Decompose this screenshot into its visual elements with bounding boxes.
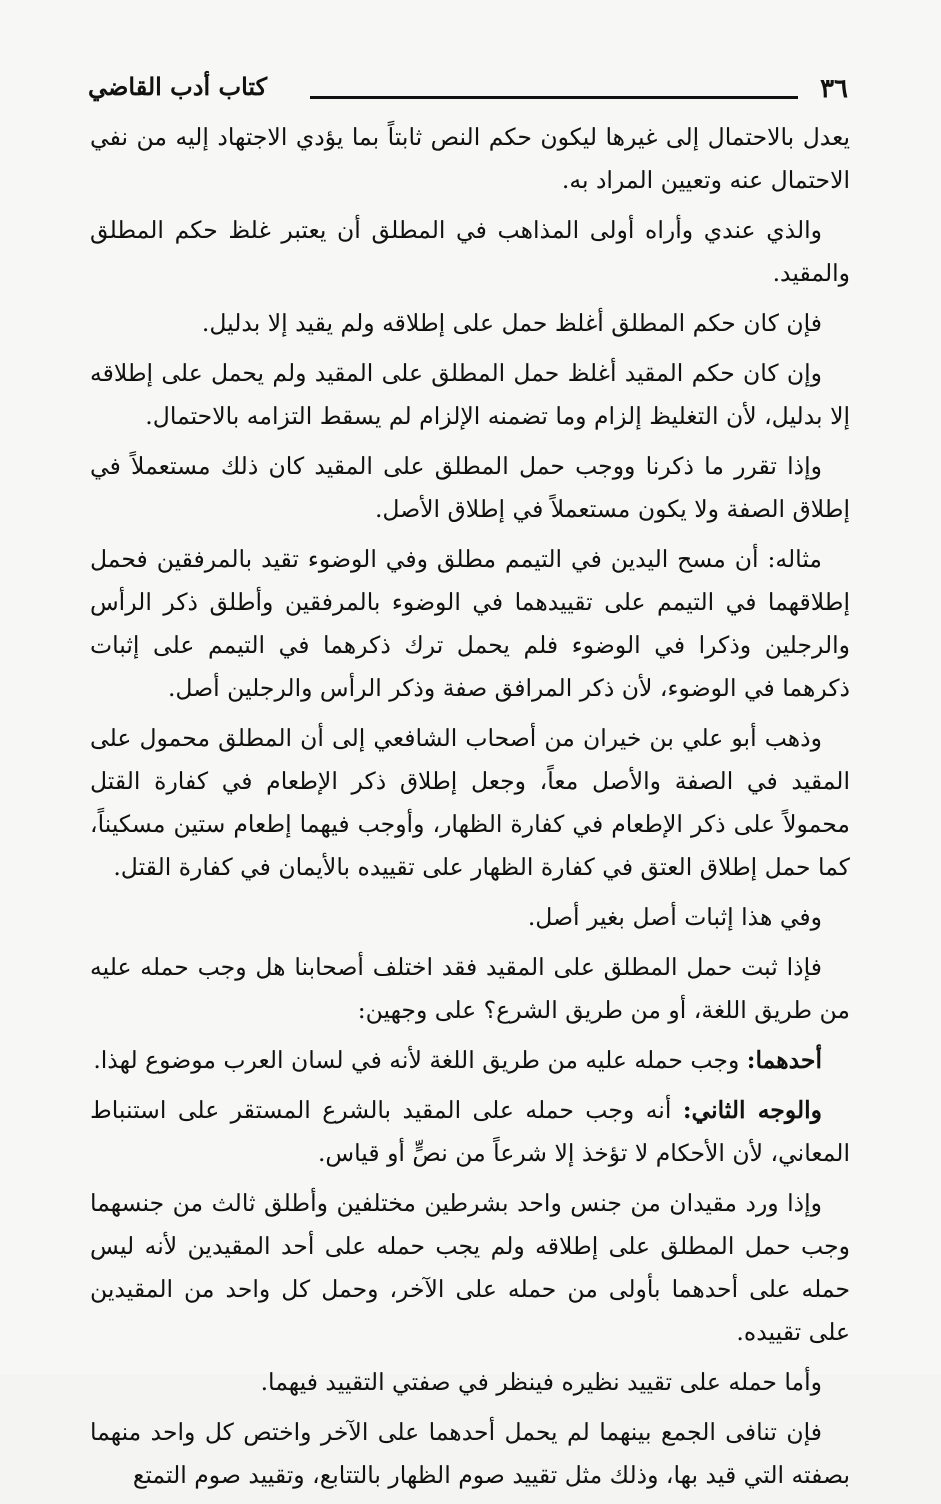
running-title: كتاب أدب القاضي — [88, 72, 268, 101]
paragraph: فإذا ثبت حمل المطلق على المقيد فقد اختلف أصحابنا هل وجب حمله عليه من طريق اللغة، أو من طريق الشرع؟ على وجهين: — [90, 953, 850, 1024]
paragraph-lead: والوجه الثاني: — [682, 1096, 823, 1124]
page-number: ٣٦ — [820, 74, 848, 104]
paragraph: وذهب أبو علي بن خيران من أصحاب الشافعي إلى أن المطلق محمول على المقيد في الصفة والأصل معاً، وجعل إطلاق ذكر الإطعام في كفارة القتل محمولاً على ذكر الإطعام في كفارة الظهار، وأوجب فيهما إطعام ستين مسكيناً، كما حمل إطلاق العتق في كفارة الظهار على تقييده بالأيمان في كفارة القتل. — [90, 724, 850, 881]
paragraph-lead: أحدهما: — [746, 1046, 822, 1074]
paragraph: يعدل بالاحتمال إلى غيرها ليكون حكم النص ثابتاً بما يؤدي الاجتهاد إليه من نفي الاحتمال عنه وتعيين المراد به. — [90, 123, 850, 194]
paragraph: وإن كان حكم المقيد أغلظ حمل المطلق على المقيد ولم يحمل على إطلاقه إلا بدليل، لأن التغليظ إلزام وما تضمنه الإلزام لم يسقط التزامه بالاحتمال. — [90, 359, 850, 430]
paragraph: والذي عندي وأراه أولى المذاهب في المطلق أن يعتبر غلظ حكم المطلق والمقيد. — [90, 216, 850, 287]
paragraph: والوجه الثاني: أنه وجب حمله على المقيد بالشرع المستقر على استنباط المعاني، لأن الأحكام لا تؤخذ إلا شرعاً من نصٍّ أو قياس. — [90, 1096, 850, 1167]
paragraph: فإن كان حكم المطلق أغلظ حمل على إطلاقه ولم يقيد إلا بدليل. — [201, 309, 822, 337]
paragraph: مثاله: أن مسح اليدين في التيمم مطلق وفي الوضوء تقيد بالمرفقين فحمل إطلاقهما في التيمم على تقييدهما في الوضوء بالمرفقين وأطلق ذكر الرأس والرجلين وذكرا في الوضوء فلم يحمل ترك ذكرهما في التيمم على إثبات ذكرهما في الوضوء، لأن ذكر المرافق صفة وذكر الرأس والرجلين أصل. — [90, 545, 850, 702]
page-header — [88, 70, 848, 114]
page-body — [90, 116, 850, 1504]
paragraph: فإن تنافى الجمع بينهما لم يحمل أحدهما على الآخر واختص كل واحد منهما بصفته التي قيد بها، وذلك مثل تقييد صوم الظهار بالتتابع، وتقييد صوم التمتع — [90, 1418, 850, 1489]
header-rule — [310, 96, 798, 99]
paragraph: وأما حمله على تقييد نظيره فينظر في صفتي التقييد فيهما. — [260, 1368, 822, 1396]
paragraph: وإذا ورد مقيدان من جنس واحد بشرطين مختلفين وأطلق ثالث من جنسهما وجب حمل المطلق على إطلاقه ولم يجب حمله على أحد المقيدين لأنه ليس حمله على أحدهما بأولى من حمله على الآخر، وحمل كل واحد من المقيدين على تقييده. — [90, 1189, 850, 1346]
paragraph: وفي هذا إثبات أصل بغير أصل. — [527, 903, 822, 931]
paragraph: أحدهما: وجب حمله عليه من طريق اللغة لأنه في لسان العرب موضوع لهذا. — [93, 1046, 822, 1074]
paragraph: وإذا تقرر ما ذكرنا ووجب حمل المطلق على المقيد كان ذلك مستعملاً في إطلاق الصفة ولا يكون مستعملاً في إطلاق الأصل. — [90, 452, 850, 523]
